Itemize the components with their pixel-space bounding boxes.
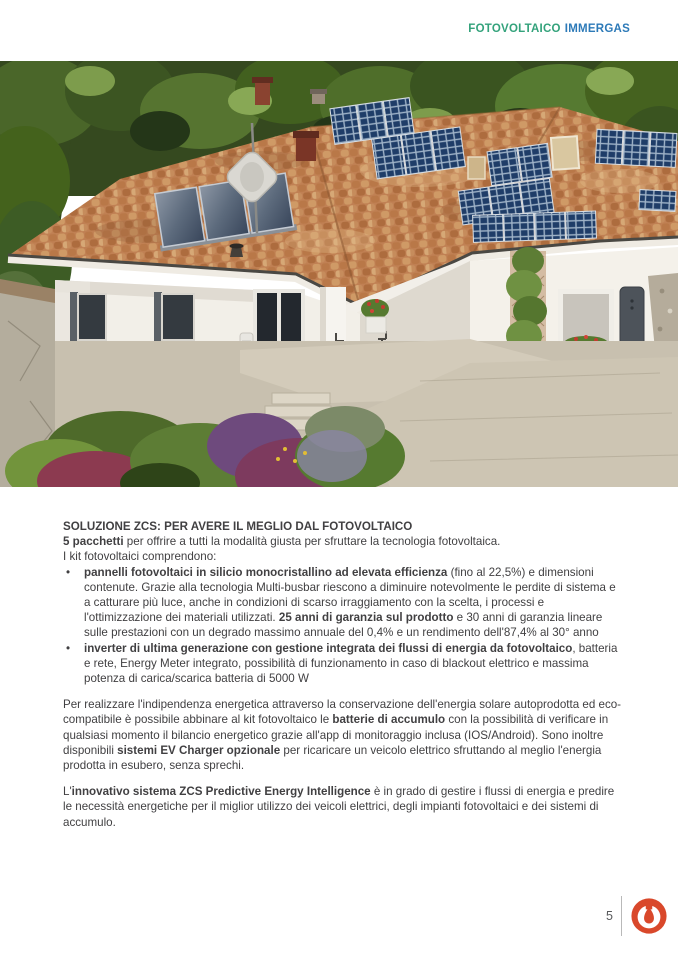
text-run: SOLUZIONE ZCS: PER AVERE IL MEGLIO DAL FOTOVOLTAICO <box>63 520 413 533</box>
page-number: 5 <box>606 909 613 923</box>
bullet-marker: • <box>66 641 71 655</box>
text-run: I kit fotovoltaici comprendono: <box>63 550 217 564</box>
text-run: Per realizzare l'indipendenza energetica attraverso la conservazione dell'energia solare autoprodotta ed eco-compatibile è possibile abbinare al kit fotovoltaico le batterie di accumulo con la possibilità di verificare in qualsiasi momento il bilancio energetico grazie all'app di monitoraggio inclusa (IOS/Android). Sono inoltre disponibili sistemi EV Charger opzionale per ricaricare un veicolo elettrico sfruttando al meglio l'energia prodotta in esubero, senza sprechi. <box>63 698 622 773</box>
immergas-flame-logo <box>630 897 668 935</box>
hero-photo-house-solar <box>0 61 678 487</box>
section-heading <box>63 519 624 534</box>
paragraph <box>63 697 624 773</box>
pv-array-right-wing <box>473 211 597 242</box>
bullet-marker: • <box>66 565 71 579</box>
page-header-title-green: FOTOVOLTAICO <box>468 23 561 35</box>
paragraph <box>63 784 624 830</box>
paragraph <box>63 534 624 549</box>
footer-divider <box>621 896 622 936</box>
text-run: L'innovativo sistema ZCS Predictive Energy Intelligence è in grado di gestire i flussi di energia e predire le necessità energetiche per il miglior utilizzo dei veicoli elettrici, degli impianti fotovoltaici e dei sistemi di accumulo. <box>63 785 615 829</box>
body-content <box>63 519 624 830</box>
page-header-title-blue: IMMERGAS <box>564 23 630 35</box>
text-run: inverter di ultima generazione con gestione integrata dei flussi di energia da fotovoltaico, batteria e rete, Energy Meter integrato, possibilità di funzionamento in caso di blackout elettrico e massima potenza di carica/scarica batteria di 5000 W <box>84 641 618 686</box>
page-footer <box>606 895 668 937</box>
paragraph <box>63 549 624 564</box>
text-run: pannelli fotovoltaici in silicio monocristallino ad elevata efficienza (fino al 22,5%) e dimensioni contenute. Grazie alla tecnologia Multi-busbar riescono a diminuire notevolmente le perdite di sistema e a catturare più luce, anche in condizioni di scarso irraggiamento con la scelta, i processi e l'ottimizzazione dei materiali utilizzati. 25 anni di garanzia sul prodotto e 30 anni di garanzia lineare sulle prestazioni con un degrado massimo annuale del 0,4% e un rendimento dell'87,4% al 30° anno <box>84 565 616 640</box>
bullet-item <box>63 565 624 641</box>
page-header <box>468 23 630 35</box>
bullet-item <box>63 641 624 687</box>
text-run: 5 pacchetti per offrire a tutti la modalità giusta per sfruttare la tecnologia fotovoltaica. <box>63 535 501 549</box>
